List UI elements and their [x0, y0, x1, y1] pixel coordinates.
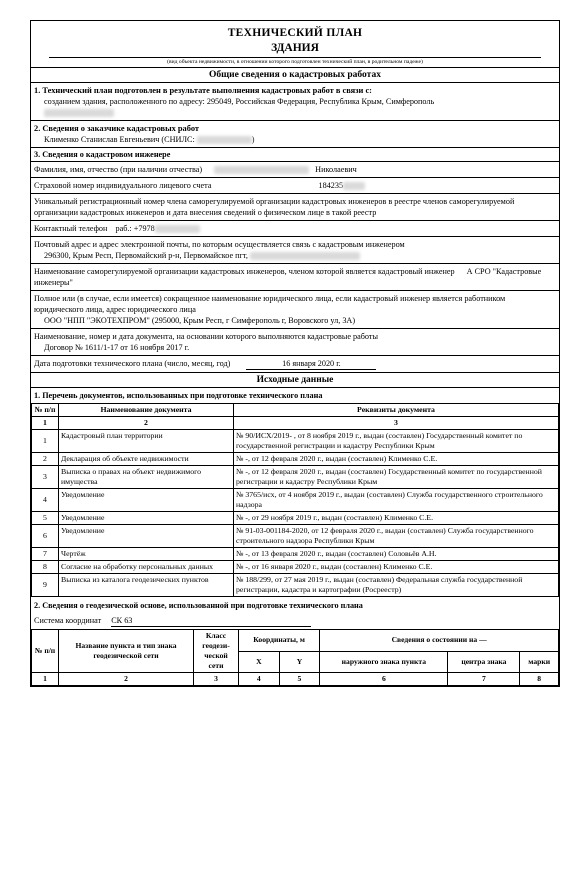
geodetic-table: [31, 629, 559, 686]
redacted-snils-tail: [343, 182, 365, 190]
contract-label: Наименование, номер и дата документа, на основании которого выполняются кадастровые работы: [34, 332, 379, 341]
col-name-header: Наименование документа: [59, 404, 234, 417]
sro-label: Наименование саморегулируемой организации кадастровых инженеров, членом которой является кадастровый инженер: [34, 267, 455, 276]
row-name: Выписка о правах на объект недвижимого имущества: [59, 466, 234, 489]
section-1: [31, 83, 559, 121]
g-name-header: Название пункта и тип знака геодезической сети: [59, 630, 194, 673]
engineer-postal-row: [31, 237, 559, 264]
row-req: № 90/ИСХ/2019- , от 8 ноября 2019 г., выдан (составлен) Государственный комитет по государственной регистрации и кадастру Республики Крым: [234, 430, 559, 453]
fio-value: Николаевич: [315, 165, 357, 174]
row-req: № -, от 12 февраля 2020 г., выдан (составлен) Клименко С.Е.: [234, 453, 559, 466]
table-row: [32, 453, 559, 466]
col-num-header: № п/п: [32, 404, 59, 417]
table-row: [32, 512, 559, 525]
g-num-header: № п/п: [32, 630, 59, 673]
row-req: № 188/299, от 27 мая 2019 г., выдан (составлен) Федеральная служба государственной регистрации, кадастра и картографии (Росреестр): [234, 574, 559, 597]
g-idx: 2: [59, 673, 194, 686]
table-row: [32, 430, 559, 453]
row-name: Согласие на обработку персональных данных: [59, 561, 234, 574]
g-x-header: X: [239, 651, 280, 673]
object-type: ЗДАНИЯ: [271, 42, 319, 54]
g-idx: 5: [279, 673, 320, 686]
g-outer-header: наружного знака пункта: [320, 651, 448, 673]
general-heading: Общие сведения о кадастровых работах: [31, 67, 559, 83]
g-idx: 4: [239, 673, 280, 686]
row-num: 1: [32, 430, 59, 453]
row-num: 8: [32, 561, 59, 574]
redacted-phone: [155, 225, 200, 233]
sro-value: А СРО "Кадастровые инженеры": [34, 267, 542, 287]
row-num: 2: [32, 453, 59, 466]
row-num: 6: [32, 525, 59, 548]
phone-label: Контактный телефон: [34, 224, 108, 233]
row-name: Уведомление: [59, 489, 234, 512]
coord-label: Система координат: [34, 616, 102, 625]
section-2-title: 2. Сведения о заказчике кадастровых работ: [34, 124, 200, 133]
org-value: ООО "НПП "ЭКОТЕХПРОМ" (295000, Крым Респ, г Симферополь г, Воровского ул, 3А): [44, 316, 356, 325]
row-name: Уведомление: [59, 512, 234, 525]
g-y-header: Y: [279, 651, 320, 673]
row-num: 9: [32, 574, 59, 597]
row-req: № -, от 29 ноября 2019 г., выдан (составлен) Клименко С.Е.: [234, 512, 559, 525]
g-idx: 6: [320, 673, 448, 686]
customer-close: ): [251, 135, 255, 144]
postal-label: Почтовый адрес и адрес электронной почты, по которым осуществляется связь с кадастровым инженером: [34, 240, 405, 249]
source-heading: Исходные данные: [31, 373, 559, 388]
engineer-sro-row: [31, 264, 559, 291]
redacted-fio: [214, 166, 309, 174]
postal-value: 296300, Крым Респ, Первомайский р-н, Первомайское пгт,: [44, 251, 248, 260]
contract-value: Договор № 1611/1-17 от 16 ноября 2017 г.: [44, 343, 190, 352]
documents-table: [31, 403, 559, 597]
engineer-phone-row: [31, 221, 559, 237]
technical-plan-page: [30, 20, 560, 687]
col-idx-3: 3: [234, 417, 559, 430]
g-idx: 1: [32, 673, 59, 686]
g-center-header: центра знака: [448, 651, 520, 673]
engineer-fio-row: [31, 162, 559, 178]
fio-label: Фамилия, имя, отчество (при наличии отчества): [34, 165, 203, 174]
docs-title: 1. Перечень документов, использованных при подготовке технического плана: [34, 391, 323, 400]
document-title: ТЕХНИЧЕСКИЙ ПЛАН: [227, 27, 363, 39]
engineer-org-row: [31, 291, 559, 329]
row-name: Выписка из каталога геодезических пунктов: [59, 574, 234, 597]
section-3-title: 3. Сведения о кадастровом инженере: [34, 150, 171, 159]
g-class-header: Класс геодези-ческой сети: [194, 630, 239, 673]
g-coords-header: Координаты, м: [239, 630, 320, 652]
row-name: Чертёж: [59, 548, 234, 561]
object-type-caption: (вид объекта недвижимости, в отношении которого подготовлен технический план, в родительном падеже): [49, 57, 541, 65]
row-name: Декларация об объекте недвижимости: [59, 453, 234, 466]
table-row: [32, 574, 559, 597]
row-req: № -, от 12 февраля 2020 г., выдан (составлен) Государственный комитет по государственной регистрации и кадастру Республики Крым: [234, 466, 559, 489]
col-req-header: Реквизиты документа: [234, 404, 559, 417]
row-num: 7: [32, 548, 59, 561]
table-row: [32, 525, 559, 548]
snils-value: 184235: [318, 181, 344, 190]
section-1-text: созданием здания, расположенного по адресу: 295049, Российская Федерация, Республика Крым, Симферополь: [44, 97, 435, 106]
row-num: 5: [32, 512, 59, 525]
table-row: [32, 466, 559, 489]
g-mark-header: марки: [520, 651, 559, 673]
section-2: [31, 121, 559, 148]
phone-value: раб.: +7978: [115, 224, 155, 233]
table-row: [32, 548, 559, 561]
row-req: № 3765/исх, от 4 ноября 2019 г., выдан (составлен) Служба государственного строительного надзора: [234, 489, 559, 512]
g-idx: 3: [194, 673, 239, 686]
row-req: № -, от 13 февраля 2020 г., выдан (составлен) Соловьёв А.Н.: [234, 548, 559, 561]
date-label: Дата подготовки технического плана (число, месяц, год): [34, 359, 231, 368]
section-3: [31, 148, 559, 162]
customer-name: Клименко Станислав Евгеньевич (СНИЛС:: [44, 135, 195, 144]
row-name: Уведомление: [59, 525, 234, 548]
redacted-address: [44, 109, 114, 117]
g-state-header: Сведения о состоянии на —: [320, 630, 559, 652]
redacted-snils: [197, 136, 252, 144]
g-idx: 7: [448, 673, 520, 686]
reg-label: Уникальный регистрационный номер члена саморегулируемой организации кадастровых инженеров в реестре членов саморегулируемой организации кадастровых инженеров и дата внесения сведений о физическом лице в такой реестр: [34, 197, 515, 217]
contract-row: [31, 329, 559, 356]
table-row: [32, 489, 559, 512]
row-num: 3: [32, 466, 59, 489]
date-value: 16 января 2020 г.: [246, 358, 376, 370]
coord-row: [31, 613, 559, 629]
table-row: [32, 561, 559, 574]
snils-label: Страховой номер индивидуального лицевого счета: [34, 181, 212, 190]
engineer-reg-row: [31, 194, 559, 221]
geo-title: 2. Сведения о геодезической основе, использованной при подготовке технического плана: [34, 601, 363, 610]
row-req: № -, от 16 января 2020 г., выдан (составлен) Клименко С.Е.: [234, 561, 559, 574]
org-label: Полное или (в случае, если имеется) сокращенное наименование юридического лица, если кадастровый инженер является работником юридического лица, адрес юридического лица: [34, 294, 506, 314]
g-idx: 8: [520, 673, 559, 686]
section-1-title: 1. Технический план подготовлен в результате выполнения кадастровых работ в связи с:: [34, 86, 372, 95]
col-idx-2: 2: [59, 417, 234, 430]
row-num: 4: [32, 489, 59, 512]
engineer-snils-row: [31, 178, 559, 194]
col-idx-1: 1: [32, 417, 59, 430]
row-name: Кадастровый план территории: [59, 430, 234, 453]
coord-value: СК 63: [111, 615, 311, 627]
row-req: № 91-03-001184-2020, от 12 февраля 2020 г., выдан (составлен) Служба государственного строительного надзора Республики Крым: [234, 525, 559, 548]
date-row: [31, 356, 559, 373]
redacted-email: [250, 252, 360, 260]
